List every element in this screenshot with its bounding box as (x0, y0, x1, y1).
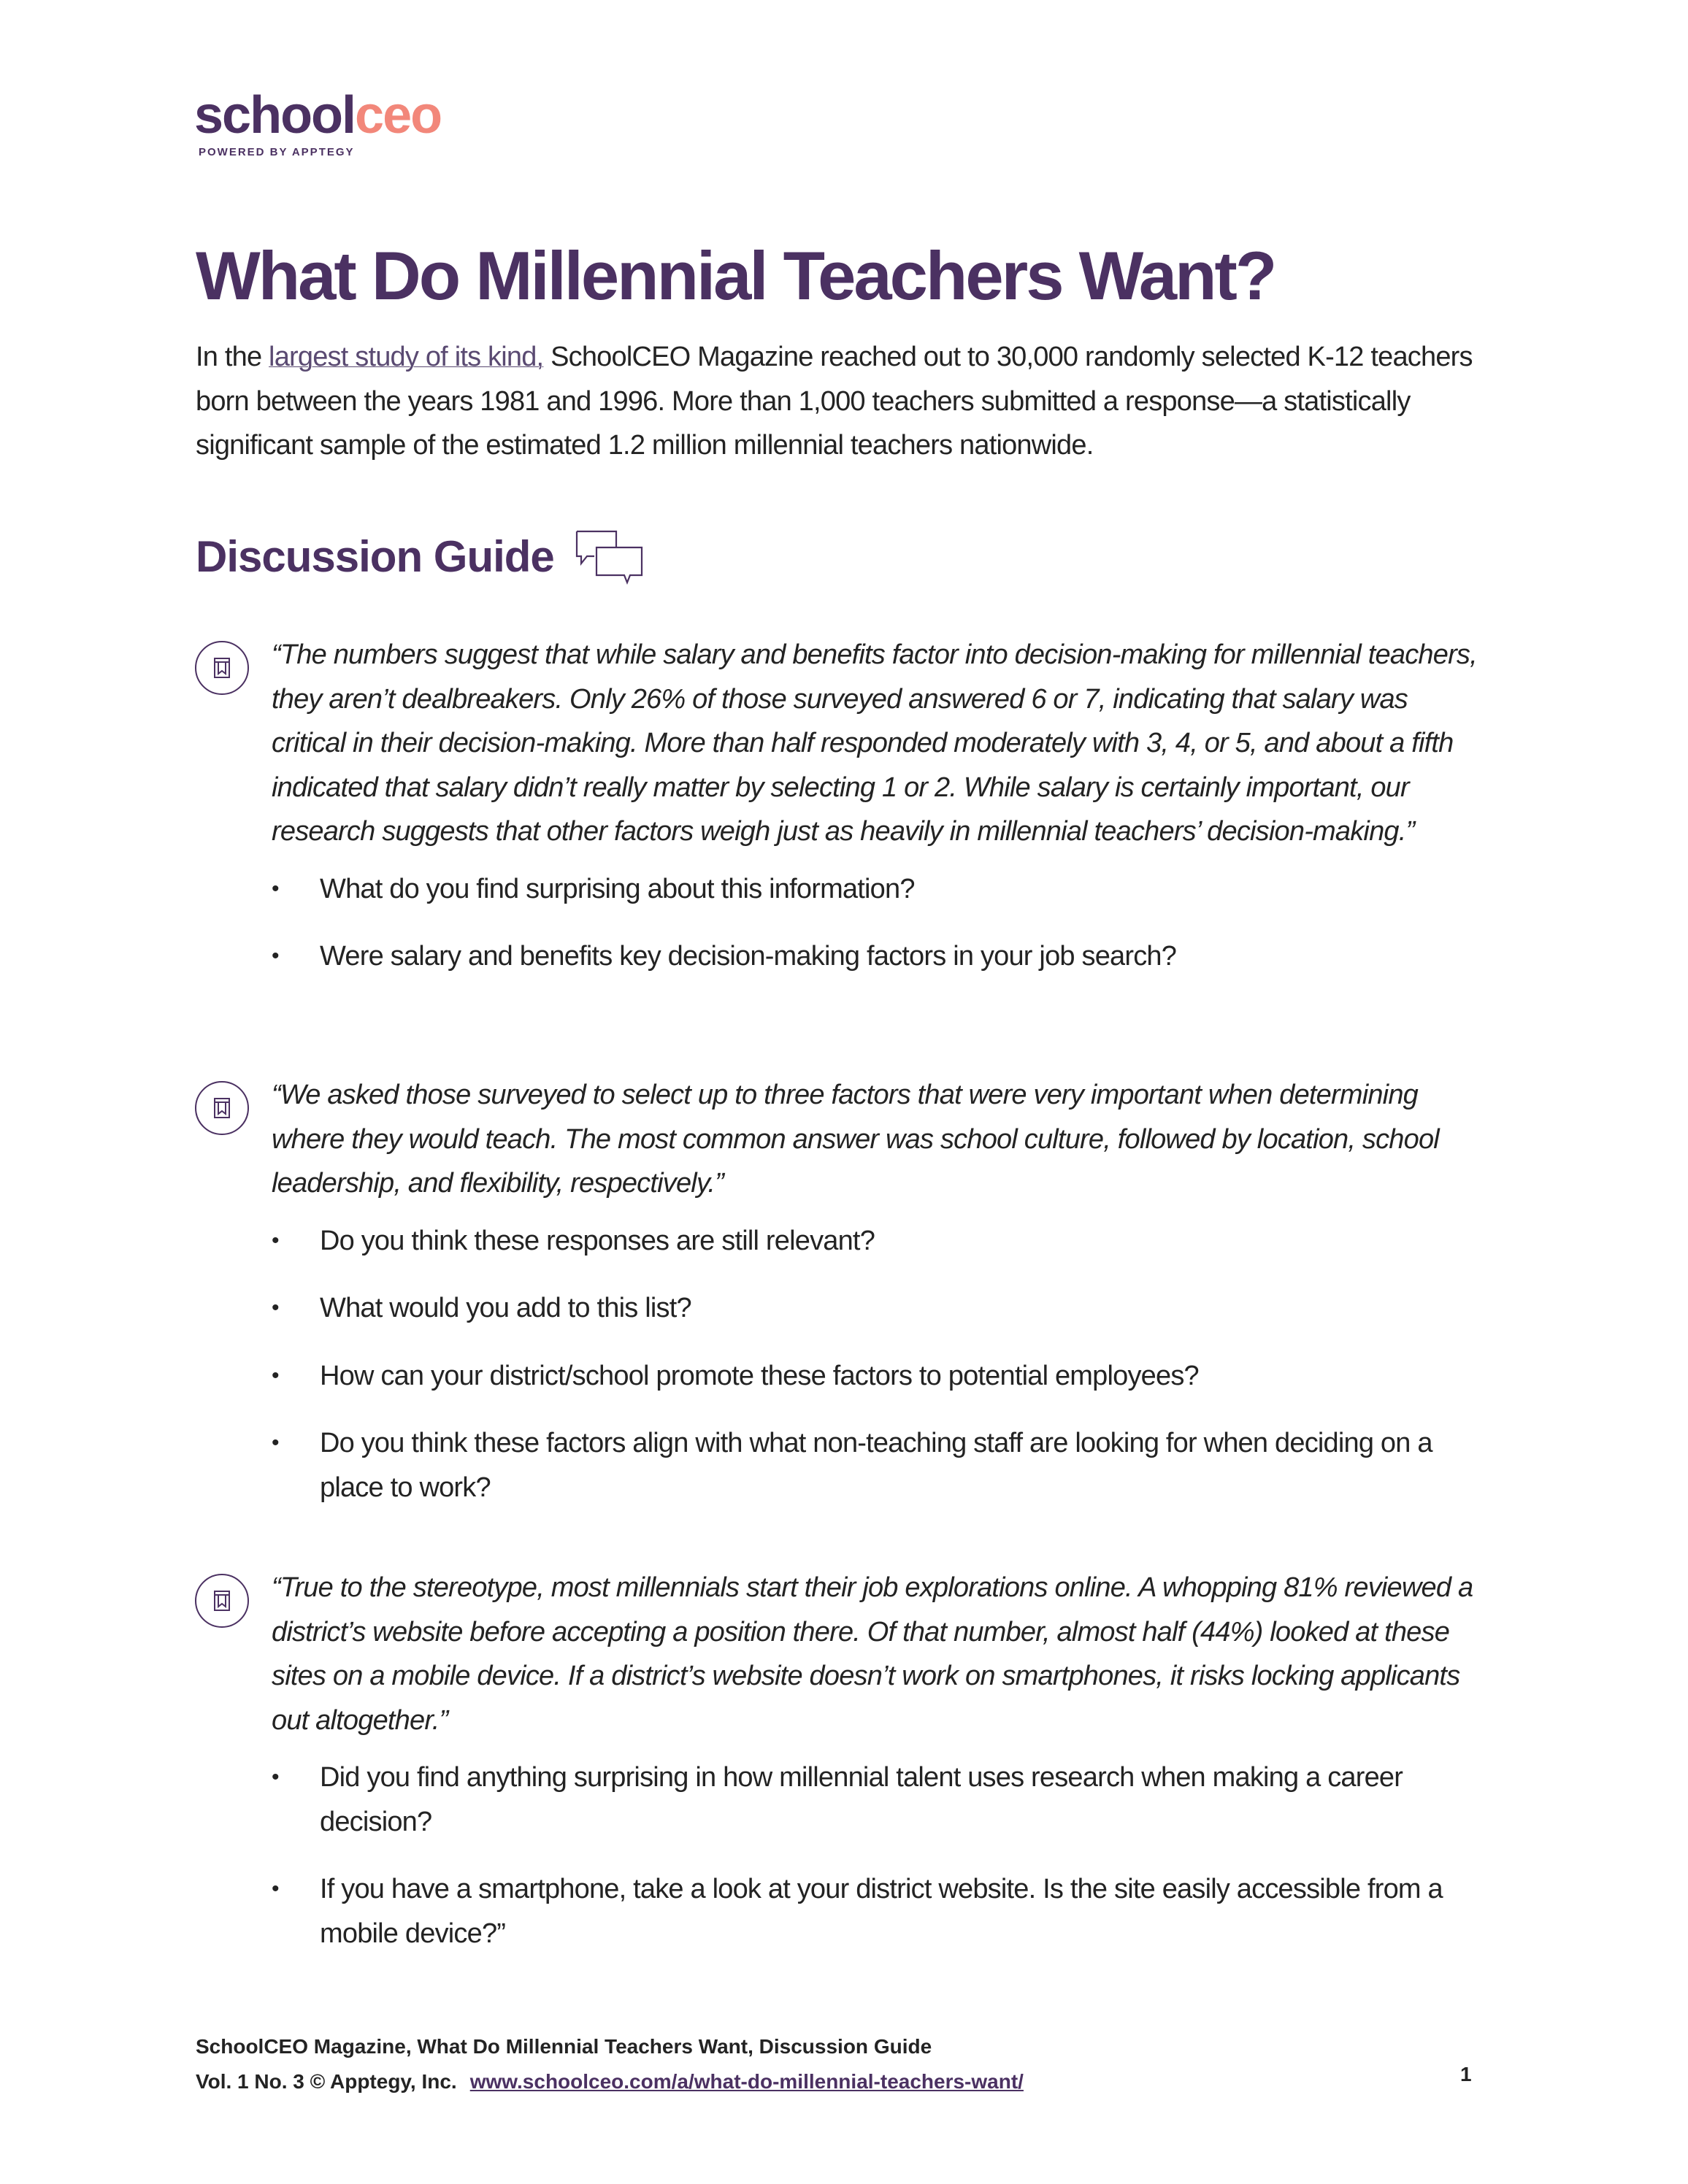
question-list (272, 1219, 1479, 1510)
section-title: Discussion Guide (196, 532, 554, 581)
discussion-item-3 (194, 1566, 1479, 1979)
speech-bubbles-icon (575, 529, 643, 585)
quote-text: “The numbers suggest that while salary and benefits factor into decision-making for millennial teachers, they aren’t dealbreakers. Only 26% of those surveyed answered 6 or 7, indicating that salary was critical in their decision-making. More than half responded moderately with 3, 4, or 5, and about a fifth indicated that salary didn’t really matter by selecting 1 or 2. While salary is certainly important, our research suggests that other factors weigh just as heavily in millennial teachers’ decision-making.” (272, 639, 1477, 847)
schoolceo-logo (194, 86, 441, 145)
intro-text: SchoolCEO Magazine reached out to 30,000 randomly selected K-12 teachers born between the years 1981 and 1996. More than 1,000 teachers submitted a response—a statistically significant sample of the estimated 1.2 million millennial teachers nationwide. (196, 342, 1473, 461)
question-item: • How can your district/school promote these factors to potential employees? (272, 1354, 1479, 1399)
question-list (272, 1756, 1479, 1956)
discussion-item-1 (194, 633, 1479, 1002)
question-item: • Were salary and benefits key decision-making factors in your job search? (272, 934, 1479, 979)
discussion-item-2 (194, 1073, 1479, 1533)
bookmark-book-icon (194, 640, 250, 696)
section-heading (196, 529, 643, 585)
question-item: • Did you find anything surprising in how millennial talent uses research when making a career decision? (272, 1756, 1479, 1844)
study-link[interactable]: largest study of its kind, (269, 342, 544, 372)
question-item: • What would you add to this list? (272, 1286, 1479, 1331)
question-item: • If you have a smartphone, take a look at your district website. Is the site easily accessible from a mobile device?” (272, 1867, 1479, 1956)
question-item: • Do you think these factors align with what non-teaching staff are looking for when deciding on a place to work? (272, 1421, 1479, 1510)
bookmark-book-icon (194, 1573, 250, 1629)
quote-text: “True to the stereotype, most millennials start their job explorations online. A whopping 81% reviewed a district’s website before accepting a position there. Of that number, almost half (44%) looked at these sites on a mobile device. If a district’s website doesn’t work on smartphones, it risks locking applicants out altogether.” (272, 1572, 1473, 1736)
quote-text: “We asked those surveyed to select up to three factors that were very important when determining where they would teach. The most common answer was school culture, followed by location, school leadership, and flexibility, respectively.” (272, 1080, 1439, 1199)
logo-ceo: ceo (355, 86, 442, 145)
footer-publication: SchoolCEO Magazine, What Do Millennial Teachers Want, Discussion Guide (196, 2035, 932, 2058)
footer-copyright: Vol. 1 No. 3 © Apptegy, Inc. (196, 2070, 457, 2093)
question-item: • What do you find surprising about this information? (272, 867, 1479, 912)
logo-school: school (194, 86, 356, 145)
bookmark-book-icon (194, 1080, 250, 1136)
footer (196, 2029, 1024, 2099)
intro-text: In the (196, 342, 269, 372)
intro-paragraph (196, 335, 1481, 468)
footer-line2 (196, 2064, 1024, 2099)
page-title: What Do Millennial Teachers Want? (196, 237, 1275, 314)
question-item: • Do you think these responses are still relevant? (272, 1219, 1479, 1264)
logo-tagline: POWERED BY APPTEGY (199, 146, 355, 158)
article-url-link[interactable]: www.schoolceo.com/a/what-do-millennial-teachers-want/ (469, 2070, 1024, 2093)
question-list (272, 867, 1479, 979)
page-number: 1 (1460, 2063, 1472, 2085)
